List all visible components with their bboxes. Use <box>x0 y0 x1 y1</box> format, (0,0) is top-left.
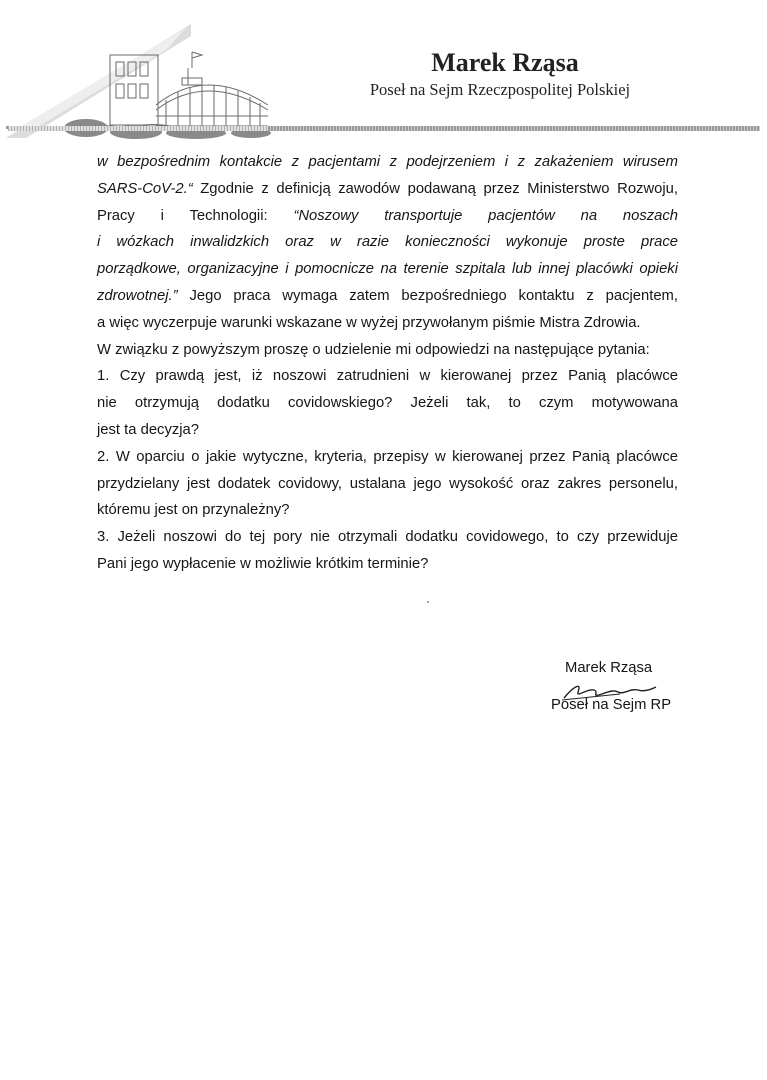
body-line <box>97 497 678 524</box>
body-line <box>97 149 678 176</box>
body-text-span: 2. W oparciu o jakie wytyczne, kryteria, przepisy w kierowanej przez Panią placówce <box>97 448 678 465</box>
body-text-span: 1. Czy prawdą jest, iż noszowi zatrudnieni w kierowanej przez Panią placówce <box>97 368 678 385</box>
letterhead-title: Poseł na Sejm Rzeczpospolitej Polskiej <box>369 80 631 99</box>
body-text-span: nie otrzymują dodatku covidowskiego? Jeżeli tak, to czym motywowana <box>97 395 678 412</box>
body-line <box>97 444 678 471</box>
body-text-span: w bezpośrednim kontakcie z pacjentami z podejrzeniem i z zakażeniem wirusem <box>97 154 678 170</box>
body-line <box>97 256 678 283</box>
letterhead-rule-left <box>8 126 268 131</box>
body-line <box>97 283 678 310</box>
body-text-span: W związku z powyższym proszę o udzielenie mi odpowiedzi na następujące pytania: <box>97 341 650 358</box>
body-text-span: i wózkach inwalidzkich oraz w razie konieczności wykonuje proste prace <box>97 234 678 251</box>
body-text-span: a więc wyczerpuje warunki wskazane w wyżej przywołanym piśmie Mistra Zdrowia. <box>97 314 641 331</box>
body-line <box>97 390 678 417</box>
body-line <box>97 551 678 578</box>
scan-speck <box>427 601 429 603</box>
body-text-span: jest ta decyzja? <box>97 421 199 438</box>
letterhead-name: Marek Rząsa <box>431 48 579 77</box>
body-text-span: porządkowe, organizacyjne i pomocnicze na terenie szpitala lub innej placówki opieki <box>97 261 678 278</box>
body-text-span: Pani jego wypłacenie w możliwie krótkim terminie? <box>97 555 429 572</box>
body-line <box>97 176 678 203</box>
body-text-span: SARS-CoV-2.“ <box>97 180 193 197</box>
letter-body <box>97 149 678 578</box>
body-line <box>97 229 678 256</box>
body-text-span: Jego praca wymaga zatem bezpośredniego kontaktu z pacjentem, <box>177 287 678 304</box>
body-line <box>97 417 678 444</box>
body-text-span: przydzielany jest dodatek covidowy, ustalana jego wysokość oraz zakres personelu, <box>97 475 678 492</box>
signature-title: Poseł na Sejm RP <box>551 697 672 713</box>
body-line <box>97 203 678 230</box>
body-text-span: 3. Jeżeli noszowi do tej pory nie otrzymali dodatku covidowego, to czy przewiduje <box>97 529 678 546</box>
body-text-span: Zgodnie z definicją zawodów podawaną przez Ministerstwo Rozwoju, <box>192 180 678 197</box>
letterhead-rule <box>268 126 760 131</box>
body-text-span: zdrowotnej.” <box>97 287 178 304</box>
body-line <box>97 363 678 390</box>
body-text-span: któremu jest on przynależny? <box>97 502 290 519</box>
body-text-span: Pracy i Technologii: <box>97 207 294 224</box>
body-line <box>97 524 678 551</box>
body-line <box>97 337 678 364</box>
body-line <box>97 310 678 337</box>
body-line <box>97 471 678 498</box>
body-text-span: “Noszowy transportuje pacjentów na noszach <box>293 207 678 224</box>
signature-name: Marek Rząsa <box>565 660 653 676</box>
